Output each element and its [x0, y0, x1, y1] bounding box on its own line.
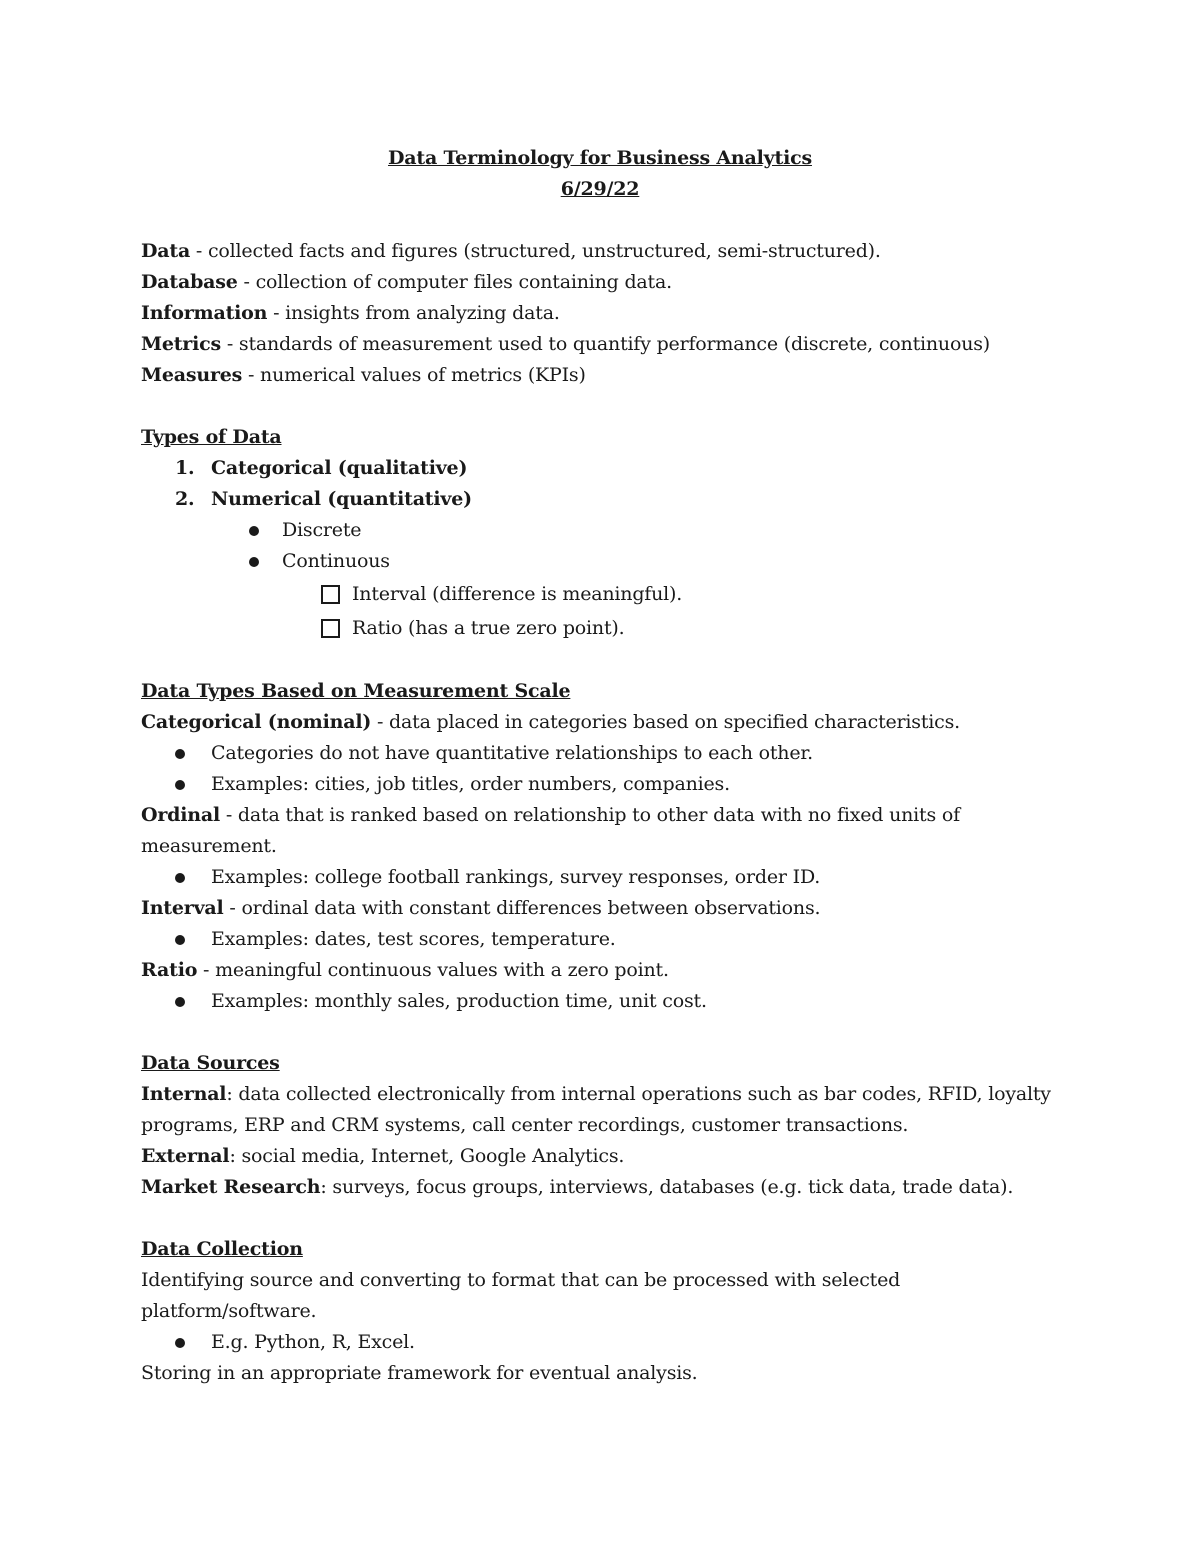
definition-ordinal: Ordinal - data that is ranked based on relationship to other data with no fixed units of measurement.: [141, 804, 960, 857]
checkbox-icon: [321, 585, 340, 604]
list-item: E.g. Python, R, Excel.: [141, 1327, 1071, 1358]
section-heading-collection: Data Collection: [141, 1238, 303, 1260]
list-item: Continuous: [141, 546, 1071, 577]
checkbox-icon: [321, 619, 340, 638]
section-heading-types: Types of Data: [141, 426, 282, 448]
collection-paragraph: Identifying source and converting to format that can be processed with selected platform/software.: [141, 1269, 901, 1322]
list-item: Categories do not have quantitative relationships to each other.: [141, 738, 1071, 769]
document-date: 6/29/22: [560, 178, 640, 200]
section-heading-sources: Data Sources: [141, 1052, 280, 1074]
bullet-icon: [175, 1338, 185, 1348]
list-item: 1. Categorical (qualitative): [175, 457, 468, 479]
bullet-icon: [175, 935, 185, 945]
collection-paragraph: Storing in an appropriate framework for eventual analysis.: [141, 1362, 698, 1384]
section-heading-measurement: Data Types Based on Measurement Scale: [141, 680, 571, 702]
bullet-icon: [249, 557, 259, 567]
definition-information: Information - insights from analyzing data.: [141, 302, 560, 324]
list-item: 2. Numerical (quantitative): [175, 488, 472, 510]
document-title: Data Terminology for Business Analytics: [388, 147, 812, 169]
definition-internal: Internal: data collected electronically from internal operations such as bar codes, RFID, loyalty programs, ERP and CRM systems, call center recordings, customer transactions.: [141, 1083, 1051, 1136]
definition-categorical: Categorical (nominal) - data placed in categories based on specified characteristics.: [141, 711, 961, 733]
bullet-icon: [175, 873, 185, 883]
definition-ratio: Ratio - meaningful continuous values with a zero point.: [141, 959, 669, 981]
definition-external: External: social media, Internet, Google Analytics.: [141, 1145, 625, 1167]
definition-database: Database - collection of computer files containing data.: [141, 271, 672, 293]
definition-measures: Measures - numerical values of metrics (KPIs): [141, 364, 586, 386]
list-item: Ratio (has a true zero point).: [141, 611, 1071, 645]
list-item: Interval (difference is meaningful).: [141, 577, 1071, 611]
list-item: Examples: dates, test scores, temperature.: [141, 924, 1071, 955]
definition-interval: Interval - ordinal data with constant differences between observations.: [141, 897, 821, 919]
bullet-icon: [175, 997, 185, 1007]
bullet-icon: [249, 526, 259, 536]
bullet-icon: [175, 780, 185, 790]
list-item: Examples: monthly sales, production time, unit cost.: [141, 986, 1071, 1017]
list-item: Examples: college football rankings, survey responses, order ID.: [141, 862, 1071, 893]
definition-market-research: Market Research: surveys, focus groups, interviews, databases (e.g. tick data, trade data).: [141, 1176, 1014, 1198]
bullet-icon: [175, 749, 185, 759]
list-item: Discrete: [141, 515, 1071, 546]
document-page: [141, 143, 1071, 1389]
definition-metrics: Metrics - standards of measurement used to quantify performance (discrete, continuous): [141, 333, 991, 355]
definition-data: Data - collected facts and figures (structured, unstructured, semi-structured).: [141, 240, 881, 262]
list-item: Examples: cities, job titles, order numbers, companies.: [141, 769, 1071, 800]
